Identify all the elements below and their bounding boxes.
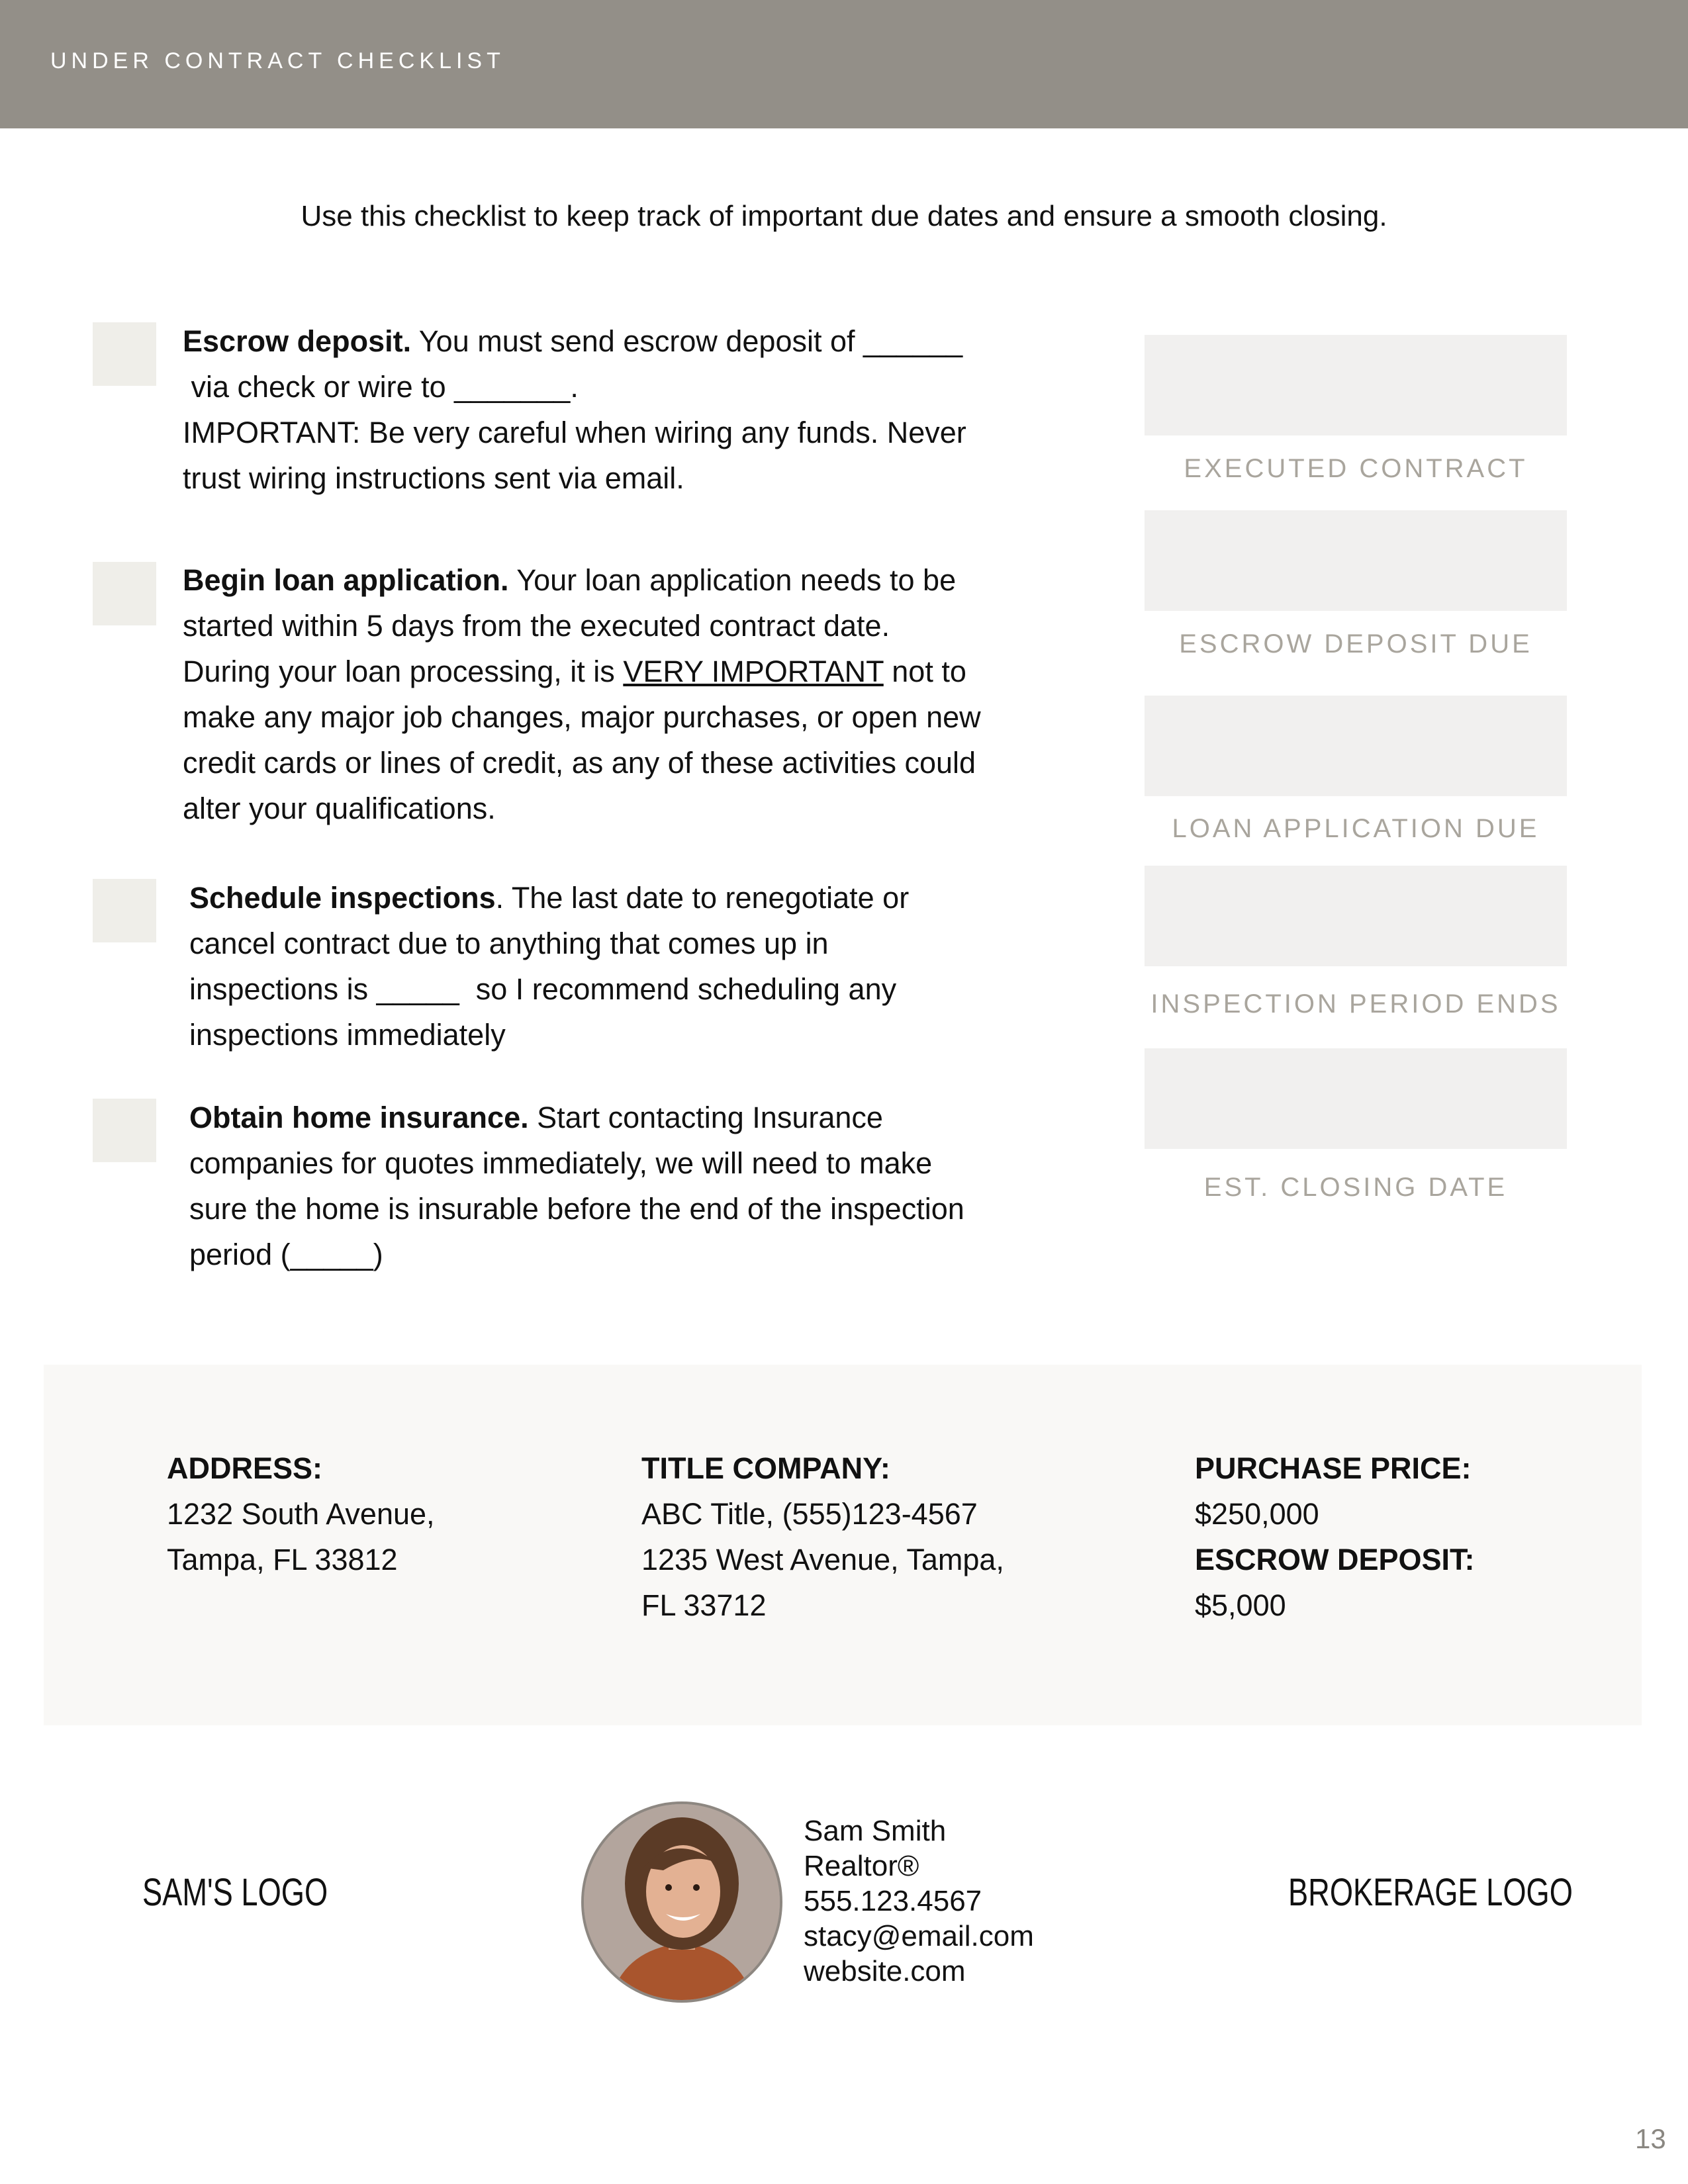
agent-website[interactable]: website.com — [804, 1955, 966, 1987]
header-title: UNDER CONTRACT CHECKLIST — [50, 48, 505, 73]
address-label: ADDRESS: — [167, 1451, 323, 1485]
executed-contract-date-field[interactable] — [1145, 335, 1567, 435]
inspection-period-ends-date-field[interactable] — [1145, 866, 1567, 966]
item-lead: Obtain home insurance. — [189, 1101, 529, 1134]
loan-application-due-label: LOAN APPLICATION DUE — [1172, 814, 1540, 843]
title-company-line: FL 33712 — [641, 1588, 767, 1622]
checkbox-escrow-deposit[interactable] — [93, 322, 156, 386]
title-company-line: ABC Title, (555)123-4567 — [641, 1497, 978, 1531]
est-closing-date-label: EST. CLOSING DATE — [1203, 1173, 1508, 1202]
address-line: Tampa, FL 33812 — [167, 1543, 398, 1576]
page-number: 13 — [1635, 2123, 1666, 2154]
item-lead: Escrow deposit. — [183, 324, 412, 358]
agent-avatar — [581, 1801, 782, 2003]
checkbox-schedule-inspections[interactable] — [93, 879, 156, 942]
address-line: 1232 South Avenue, — [167, 1497, 435, 1531]
checklist-item-home-insurance: Obtain home insurance. Start contacting Insurance companies for quotes immediately, we will need to make sure the home is insurable before the end of the inspection period (_____) — [189, 1101, 964, 1271]
checklist-item-escrow-deposit: Escrow deposit. You must send escrow deposit of ______ via check or wire to _______. IMPORTANT: Be very careful when wiring any funds. Never trust wiring instructions sent via email. — [183, 324, 966, 495]
checkbox-home-insurance[interactable] — [93, 1099, 156, 1162]
agent-email[interactable]: stacy@email.com — [804, 1920, 1034, 1952]
escrow-deposit-label: ESCROW DEPOSIT: — [1195, 1543, 1475, 1576]
agent-logo: SAM'S LOGO — [142, 1871, 328, 1914]
header-bar — [0, 0, 1688, 128]
very-important-underline: VERY IMPORTANT — [623, 655, 884, 688]
checklist-item-loan-application: Begin loan application. Your loan application needs to be started within 5 days from the executed contract date. During your loan processing, it is VERY IMPORTANT not to make any major job changes, major purchases, or open new credit cards or lines of credit, as any of these activities could alter your qualifications. — [183, 563, 981, 825]
brokerage-logo: BROKERAGE LOGO — [1288, 1871, 1573, 1914]
escrow-deposit-value: $5,000 — [1195, 1588, 1286, 1622]
item-lead: Begin loan application. — [183, 563, 509, 597]
est-closing-date-field[interactable] — [1145, 1048, 1567, 1149]
intro-text: Use this checklist to keep track of important due dates and ensure a smooth closing. — [301, 200, 1387, 232]
purchase-price-value: $250,000 — [1195, 1497, 1319, 1531]
inspection-period-ends-label: INSPECTION PERIOD ENDS — [1150, 989, 1561, 1019]
escrow-deposit-due-label: ESCROW DEPOSIT DUE — [1179, 629, 1532, 659]
purchase-price-label: PURCHASE PRICE: — [1195, 1451, 1472, 1485]
agent-role: Realtor® — [804, 1850, 919, 1882]
loan-application-due-date-field[interactable] — [1145, 696, 1567, 796]
price-block — [1195, 1445, 1592, 1628]
title-company-block — [641, 1445, 1105, 1628]
agent-name: Sam Smith — [804, 1815, 947, 1847]
agent-photo-icon — [584, 1804, 780, 2000]
agent-contact — [804, 1813, 1034, 1989]
address-block — [167, 1445, 577, 1582]
title-company-line: 1235 West Avenue, Tampa, — [641, 1543, 1004, 1576]
executed-contract-label: EXECUTED CONTRACT — [1184, 454, 1528, 483]
item-lead: Schedule inspections — [189, 881, 496, 915]
checklist-item-schedule-inspections: Schedule inspections. The last date to renegotiate or cancel contract due to anything that comes up in inspections is _____ so I recommend scheduling any inspections immediately — [189, 881, 910, 1052]
title-company-label: TITLE COMPANY: — [641, 1451, 890, 1485]
escrow-deposit-due-date-field[interactable] — [1145, 510, 1567, 611]
checkbox-loan-application[interactable] — [93, 562, 156, 625]
agent-phone[interactable]: 555.123.4567 — [804, 1885, 982, 1917]
